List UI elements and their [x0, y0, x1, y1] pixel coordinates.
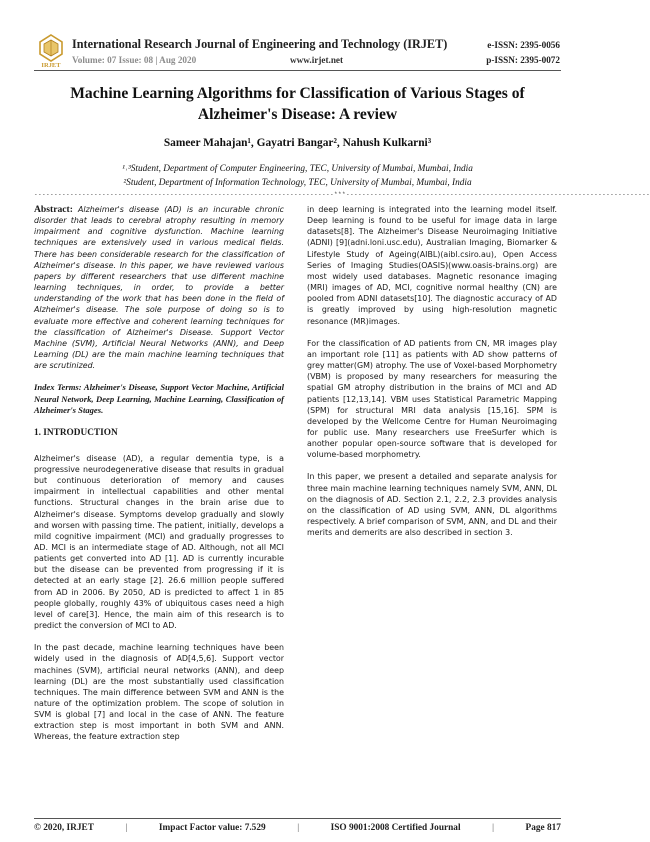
- footer-pipe: |: [125, 823, 128, 833]
- irjet-logo: [37, 34, 65, 68]
- abstract-label: Abstract:: [34, 204, 73, 215]
- index-terms: [34, 382, 284, 416]
- footer-divider: [34, 818, 561, 819]
- paper-title: Machine Learning Algorithms for Classification of Various Stages of Alzheimer's Disease: A review: [70, 85, 525, 123]
- section-separator: ---------------------------------------------------------------------------***----------------------------------------------------------------------------: [34, 191, 650, 198]
- e-issn: e-ISSN: 2395-0056: [487, 40, 560, 50]
- abstract-text: Alzheimer's disease (AD) is an incurable chronic disorder that leads to cerebral atrophy resulting in memory impairment and cognitive dysfunction. Machine learning techniques are extensively used in various medical fields. There has been considerable research for the classification of Alzheimer's disease. In this paper, we have reviewed various papers by different researchers that use different machine learning techniques, in order, to provide a better understanding of the work that has been done in the field of Alzheimer's disease. The sole purpose of doing so is to evaluate more effective and coherent learning techniques for the classification of Alzheimer's Disease. Support Vector Machine (SVM), Artificial Neural Networks (ANN), and Deep Learning (DL) are the main machine learning techniques that are scrutinized.: [34, 205, 284, 371]
- index-terms-text: Alzheimer's Disease, Support Vector Machine, Artificial Neural Network, Deep Learning, Machine Learning, Classification of Alzheimer's Stages.: [34, 382, 284, 416]
- footer-pipe: |: [297, 823, 300, 833]
- left-column: [34, 204, 284, 754]
- right-column: [307, 204, 557, 549]
- journal-url[interactable]: www.irjet.net: [290, 55, 344, 65]
- logo-text: IRJET: [41, 62, 61, 69]
- affiliation-2: ²Student, Department of Information Technology, TEC, University of Mumbai, Mumbai, India: [123, 178, 472, 188]
- intro-paragraph-1: Alzheimer's disease (AD), a regular dementia type, is a progressive neurodegenerative disease that results in gradual but continuous deterioration of memory and causes impairment in intellectual capabilities and other mental functions. Structural changes in the brain arise due to Alzheimer's disease. Symptoms develop gradually and slowly and worsen with passing time. The patient, initially, develops a mild cognitive impairment (MCI) and gradually progresses to AD. MCI is an intermediate stage of AD. Although, not all MCI patients get converted into AD [1]. AD is currently incurable but the disease can be prevented from progressing if it is detected at an early stage [2]. 26.6 million people suffered from AD in 2006. By 2050, AD is predicted to affect 1 in 85 people globally, roughly 43% of ubiquitous cases need a high level of care[3]. Hence, the main aim of this research is to predict the conversion of MCI to AD.: [34, 453, 284, 631]
- body-paragraph-1: in deep learning is integrated into the learning model itself. Deep learning is found to be useful for image data in large datasets[8]. The Alzheimer's Disease Neuroimaging Initiative (ADNI) [9](adni.loni.usc.edu), Australian Imaging, Biomarker & Lifestyle Study of Ageing(AIBL)(aibl.csiro.au), Open Access Series of Imaging Studies(OASIS)(www.oasis-brains.org) are most widely used databases. Magnetic resonance imaging (MRI) images of AD, MCI, cognitive normal healthy (CN) are pooled from ADNI datasets[10]. The diagnostic accuracy of AD is greatly improved by using high-resolution magnetic resonance (MR)images.: [307, 205, 557, 326]
- footer-pipe: |: [492, 823, 494, 833]
- footer-impact-factor: Impact Factor value: 7.529: [158, 823, 266, 833]
- footer-page-number: Page 817: [525, 823, 561, 833]
- abstract: [34, 204, 284, 371]
- page-footer: [34, 823, 561, 833]
- author-list: Sameer Mahajan¹, Gayatri Bangar², Nahush Kulkarni³: [163, 137, 432, 149]
- affiliation-1: ¹˒³Student, Department of Computer Engineering, TEC, University of Mumbai, Mumbai, India: [122, 164, 473, 174]
- intro-paragraph-2: In the past decade, machine learning techniques have been widely used in the diagnosis of AD[4,5,6]. Support vector machines (SVM), artificial neural networks (ANN), and deep learning (DL) are the most substantially used classification techniques. The main difference between SVM and ANN is the nature of the optimization problem. The scope of solution in SVM is global [7] and local in the case of ANN. The feature extraction step is most important in both SVM and ANN. Whereas, the feature extraction step: [34, 643, 284, 742]
- body-paragraph-2: For the classification of AD patients from CN, MR images play an important role [11] as patients with AD show patterns of grey matter(GM) atrophy. The use of Voxel-based Morphometry (VBM) is proposed by many researchers for measuring the spatial GM atrophy distribution in the brains of MCI and AD patients [12,13,14]. VBM uses Statistical Parametric Mapping (SPM) for structural MRI data analysis [15,16]. SPM is developed by the Wellcome Centre for Human Neuroimaging for public use. Many researchers use FreeSurfer which is another popular open-source software that is developed for volume-based morphometry.: [307, 338, 557, 460]
- section-heading-introduction: 1. INTRODUCTION: [34, 427, 118, 438]
- header-divider: [34, 70, 561, 71]
- body-paragraph-3: In this paper, we present a detailed and separate analysis for three main machine learning techniques namely SVM, ANN, DL on the diagnosis of AD. Section 2.1, 2.2, 2.3 provides analysis on the classification of AD using SVM, ANN, DL algorithms respectively. A brief comparison of SVM, ANN, and DL and their merits and demerits are also described in section 3.: [307, 472, 557, 538]
- journal-name: International Research Journal of Engineering and Technology (IRJET): [72, 37, 448, 51]
- p-issn: p-ISSN: 2395-0072: [486, 55, 560, 65]
- index-terms-label: Index Terms:: [34, 382, 82, 393]
- footer-iso: ISO 9001:2008 Certified Journal: [330, 823, 461, 833]
- footer-copyright: © 2020, IRJET: [34, 823, 94, 833]
- volume-issue: Volume: 07 Issue: 08 | Aug 2020: [72, 55, 197, 65]
